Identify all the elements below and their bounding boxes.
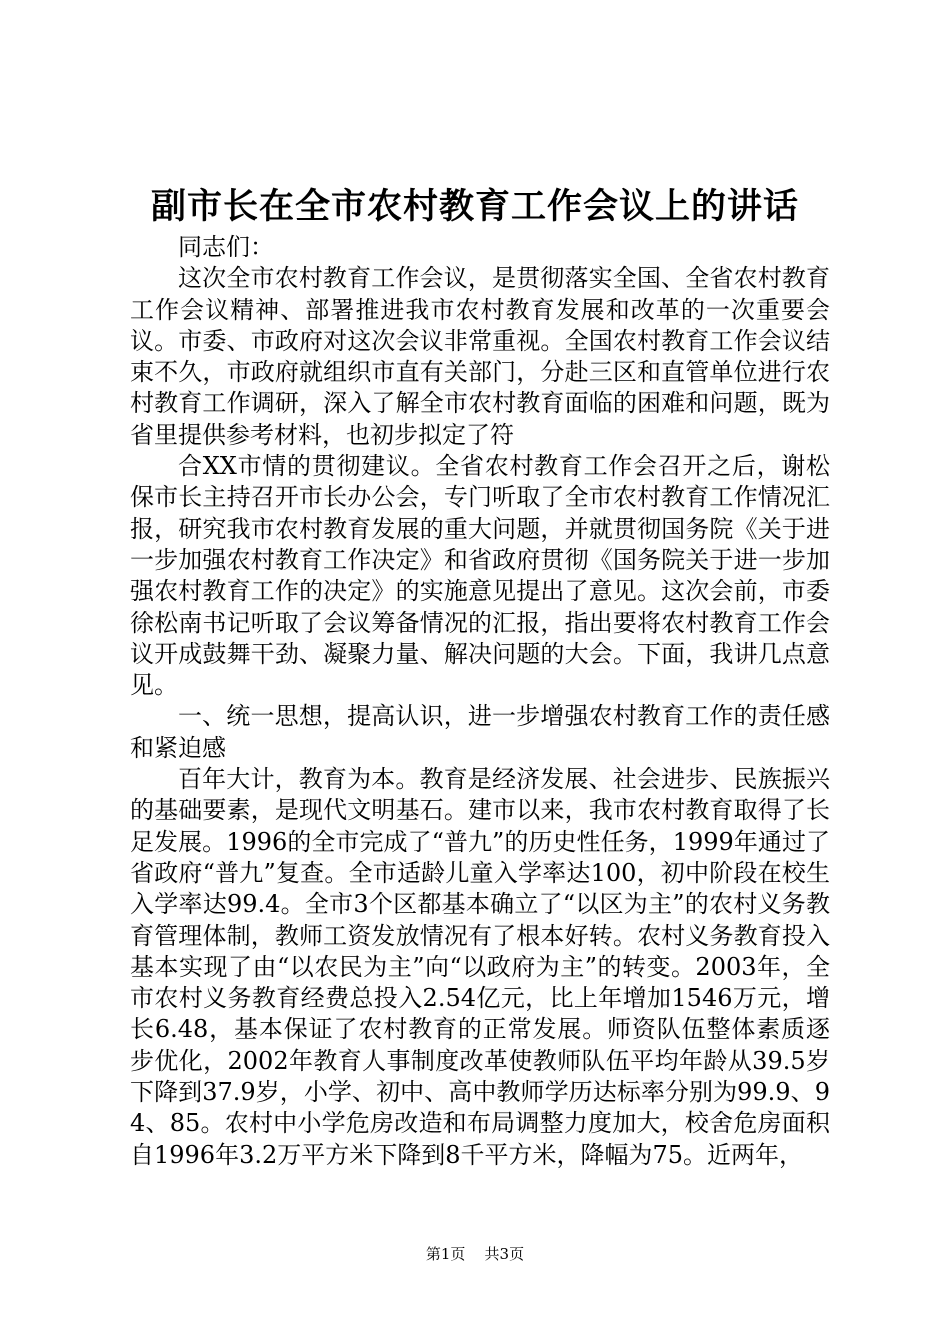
document-body [130,232,830,1171]
document-title: 副市长在全市农村教育工作会议上的讲话 [150,186,799,227]
page-number: 第1页 [425,1245,466,1263]
body-paragraph: 这次全市农村教育工作会议，是贯彻落实全国、全省农村教育工作会议精神、部署推进我市农村教育发展和改革的一次重要会议。市委、市政府对这次会议非常重视。全国农村教育工作会议结束不久，市政府就组织市直有关部门，分赴三区和直管单位进行农村教育工作调研，深入了解全市农村教育面临的困难和问题，既为省里提供参考材料，也初步拟定了符 [130,264,830,449]
page-footer [0,1244,950,1264]
footer-spacer [470,1245,480,1263]
page-total: 共3页 [484,1245,525,1263]
body-paragraph: 合XX市情的贯彻建议。全省农村教育工作会召开之后，谢松保市长主持召开市长办公会，专门听取了全市农村教育工作情况汇报，研究我市农村教育发展的重大问题，并就贯彻国务院《关于进一步加强农村教育工作决定》和省政府贯彻《国务院关于进一步加强农村教育工作的决定》的实施意见提出了意见。这次会前，市委徐松南书记听取了会议筹备情况的汇报，指出要将农村教育工作会议开成鼓舞干劲、凝聚力量、解决问题的大会。下面，我讲几点意见。 [130,452,830,700]
salutation-paragraph: 同志们： [178,233,274,261]
section-heading: 一、统一思想，提高认识，进一步增强农村教育工作的责任感和紧迫感 [130,702,830,762]
body-paragraph: 百年大计，教育为本。教育是经济发展、社会进步、民族振兴的基础要素，是现代文明基石。建市以来，我市农村教育取得了长足发展。1996的全市完成了“普九”的历史性任务，1999年通过了省政府“普九”复查。全市适龄儿童入学率达100，初中阶段在校生入学率达99.4。全市3个区都基本确立了“以区为主”的农村义务教育管理体制，教师工资发放情况有了根本好转。农村义务教育投入基本实现了由“以农民为主”向“以政府为主”的转变。2003年，全市农村义务教育经费总投入2.54亿元，比上年增加1546万元，增长6.48，基本保证了农村教育的正常发展。师资队伍整体素质逐步优化，2002年教育人事制度改革使教师队伍平均年龄从39.5岁下降到37.9岁，小学、初中、高中教师学历达标率分别为99.9、94、85。农村中小学危房改造和布局调整力度加大，校舍危房面积自1996年3.2万平方米下降到8千平方米，降幅为75。近两年， [130,765,830,1169]
